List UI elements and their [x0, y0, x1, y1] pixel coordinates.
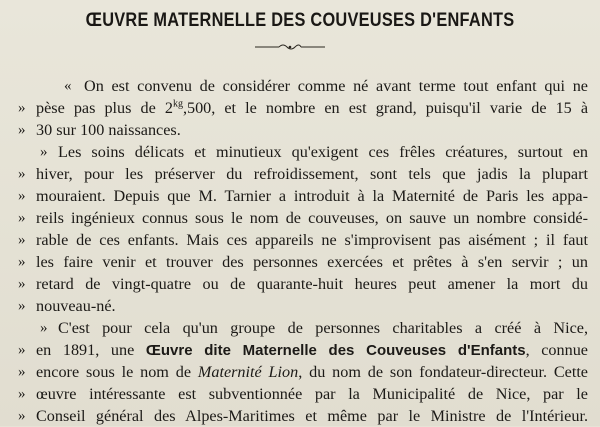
text-line [0, 207, 600, 229]
text-line [0, 75, 600, 97]
line-11-text: nouveau-né. [36, 297, 116, 315]
line-4-text: Les soins délicats et minutieux qu'exigent ces frêles créatures, surtout en [58, 143, 588, 161]
line-14-text-a: encore sous le nom de [36, 363, 198, 381]
text-line [0, 97, 600, 119]
line-8-text: rable de ces enfants. Mais ces appareils ne s'improvisent pas aisément ; il faut [36, 231, 588, 249]
line-text [36, 383, 588, 405]
page-title: ŒUVRE MATERNELLE DES COUVEUSES D'ENFANTS [85, 10, 515, 31]
text-line [0, 251, 600, 273]
line-10-text: retard de vingt-quatre ou de quarante-huit heures peut amener la mort du [36, 275, 588, 293]
line-9-text: les faire venir et trouver des personnes exercées et prêtes à s'en servir ; un [36, 253, 588, 271]
line-text [36, 273, 588, 295]
text-line [0, 295, 600, 317]
unit-superscript: kg [172, 98, 183, 110]
continuation-quote: » [18, 276, 26, 292]
continuation-quote: » [18, 408, 26, 424]
line-5-text: hiver, pour les préserver du refroidissement, sont tels que jadis la plupart [36, 165, 588, 183]
continuation-quote: » [18, 254, 26, 270]
text-line [0, 141, 600, 163]
line-text [36, 97, 588, 119]
continuation-quote: » [40, 320, 48, 336]
continuation-quote: » [18, 210, 26, 226]
text-line [0, 185, 600, 207]
continuation-quote: » [40, 144, 48, 160]
line-7-text: reils ingénieux connus sous le nom de couveuses, on sauve un nombre considé- [36, 209, 588, 227]
line-text [58, 141, 588, 163]
text-line [0, 273, 600, 295]
line-13-text-b: , connue [525, 341, 588, 359]
line-text [36, 339, 588, 362]
maternite-lion: Maternité Lion [197, 363, 299, 381]
line-12-text: C'est pour cela qu'un groupe de personnes charitables a créé à Nice, [58, 319, 588, 337]
text-line [0, 361, 600, 383]
line-text [36, 185, 588, 207]
line-1-text: On est convenu de considérer comme né avant terme tout enfant qui ne [84, 77, 588, 95]
line-text [36, 405, 588, 427]
line-text [84, 75, 588, 97]
text-line [0, 339, 600, 361]
text-line [0, 163, 600, 185]
text-line [0, 383, 600, 405]
line-14-text-b: , du nom de son fondateur-directeur. Cette [298, 363, 588, 381]
line-text [36, 361, 588, 383]
line-text [58, 317, 588, 339]
line-text [36, 163, 588, 185]
title-ornament [255, 43, 325, 51]
continuation-quote: » [18, 342, 26, 358]
text-line [0, 229, 600, 251]
line-16-text: Conseil général des Alpes-Maritimes et même par le Ministre de l'Intérieur. [36, 407, 588, 425]
continuation-quote: » [18, 166, 26, 182]
continuation-quote: » [18, 188, 26, 204]
text-line [0, 119, 600, 141]
line-text [36, 251, 588, 273]
line-text [36, 207, 588, 229]
line-text [36, 295, 588, 317]
line-text [36, 119, 588, 141]
line-3-text: 30 sur 100 naissances. [36, 121, 181, 139]
continuation-quote: » [18, 122, 26, 138]
continuation-quote: » [18, 100, 26, 116]
line-13-text-a: en 1891, une [36, 341, 146, 359]
line-6-text: mouraient. Depuis que M. Tarnier a introduit à la Maternité de Paris les appa- [36, 187, 588, 205]
line-2-text-a: pèse pas plus de 2 [36, 99, 173, 117]
continuation-quote: » [18, 298, 26, 314]
line-text [36, 229, 588, 251]
continuation-quote: » [18, 232, 26, 248]
text-line [0, 405, 600, 427]
continuation-quote: » [18, 386, 26, 402]
continuation-quote: » [18, 364, 26, 380]
opening-quote: « [64, 78, 72, 94]
line-15-text: œuvre intéressante est subventionnée par la Municipalité de Nice, par le [36, 385, 588, 403]
text-line [0, 317, 600, 339]
line-2-text-b: ,500, et le nombre en est grand, puisqu'il varie de 15 à [182, 99, 589, 117]
oeuvre-name: Œuvre dite Maternelle des Couveuses d'Enfants [145, 342, 526, 359]
